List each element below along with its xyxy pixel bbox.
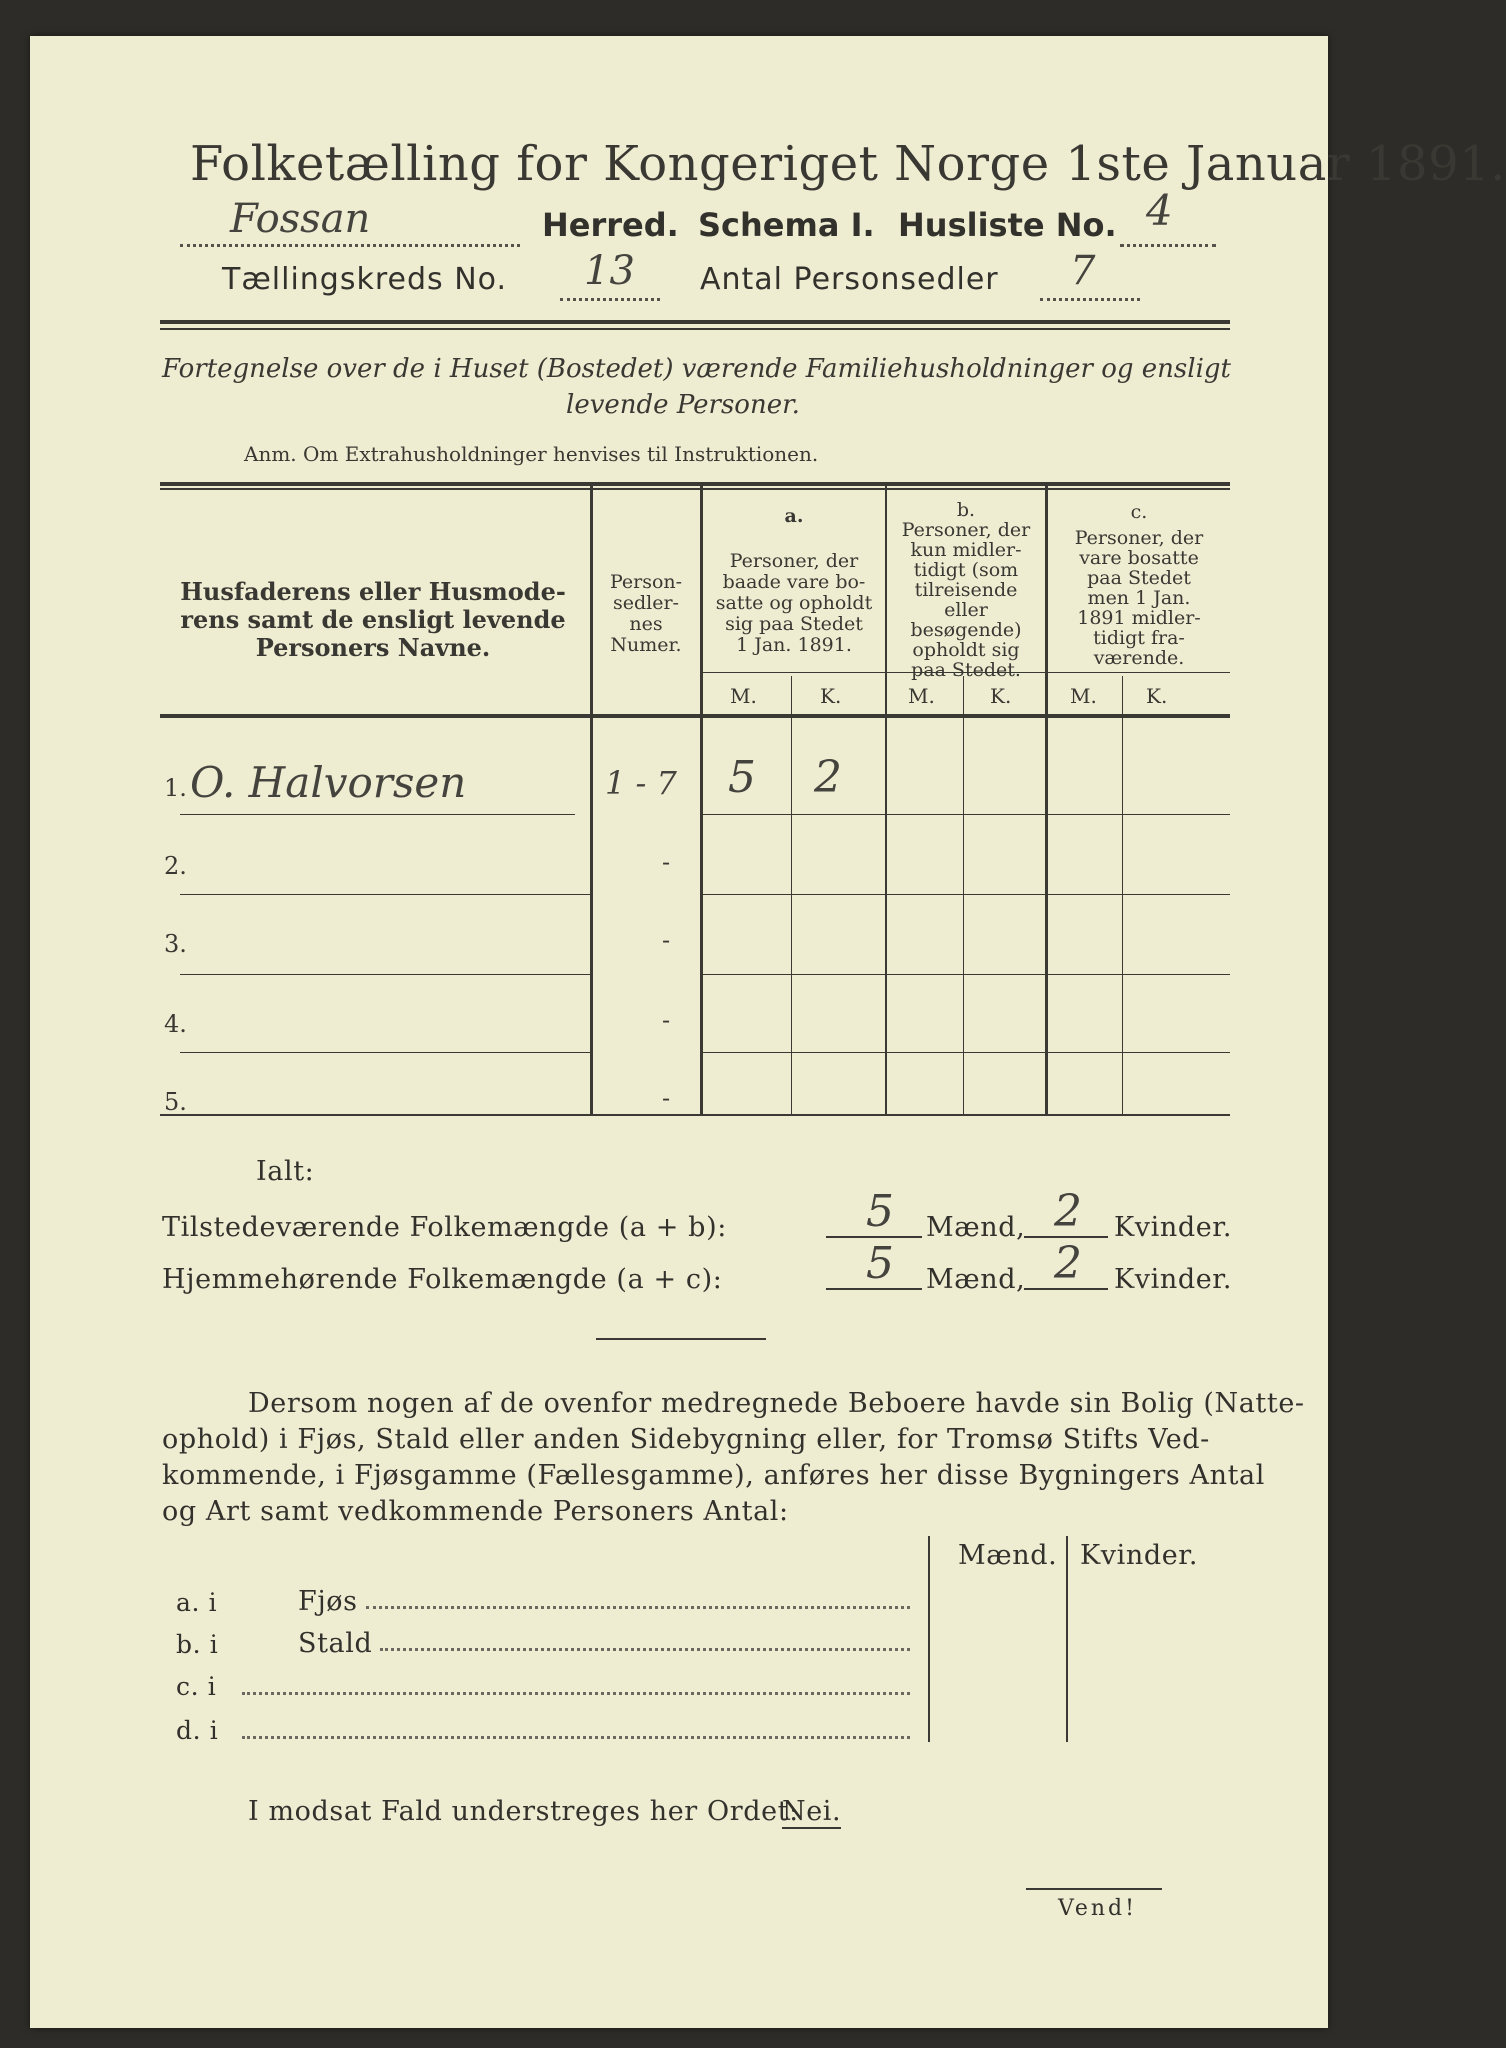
row-num: 1 - 7 xyxy=(605,764,677,802)
table-top-rule-2 xyxy=(160,488,1230,490)
intro-line-1: Fortegnelse over de i Huset (Bostedet) værende Familiehusholdninger og ensligt xyxy=(162,354,1231,384)
herred-field xyxy=(180,196,520,251)
hjem-kvinder-word: Kvinder. xyxy=(1114,1264,1233,1295)
row-num: - xyxy=(662,926,671,954)
row-line xyxy=(703,974,1230,975)
row-num: - xyxy=(662,848,671,876)
vline-b-mk xyxy=(963,676,964,1116)
vline-c-mk xyxy=(1122,676,1123,1116)
vend-label: Vend! xyxy=(1058,1896,1137,1921)
anm-note: Anm. Om Extrahusholdninger henvises til Instruktionen. xyxy=(244,442,819,466)
hjem-maend-word: Mænd, xyxy=(926,1264,1026,1295)
hjem-kvinder-value: 2 xyxy=(1054,1238,1082,1289)
header-col-a: a. Personer, der baade vare bo- satte og opholdt sig paa Stedet 1 Jan. 1891. xyxy=(715,505,873,656)
row-line xyxy=(703,1052,1230,1053)
husliste-label: Husliste No. xyxy=(898,206,1117,244)
a-m-label: M. xyxy=(730,684,757,708)
bolig-line-3: kommende, i Fjøsgamme (Fællesgamme), anføres her disse Bygningers Antal xyxy=(162,1460,1265,1491)
table-bottom-rule xyxy=(160,1114,1230,1116)
row-line xyxy=(180,814,575,815)
intro-line-2: levende Personer. xyxy=(566,390,800,420)
census-form-page: Folketælling for Kongeriget Norge 1ste Januar 1891. Fossan Herred. Schema I. Husliste No. 4 Tællingskreds No. 13 Antal Personsedler 7 Fortegnelse over de i Huset (Bostedet) værende Familiehusholdninger og ensligt levende Personer. Anm. Om Extrahusholdninger henvises til Instruktionen. Husfaderens eller Husmode- rens samt de ensligt levende Personers Navne. Person- sedler- nes Numer. a. Personer, der baade vare bo- satte og opholdt sig paa Stedet 1 Jan. 1891. b. Personer, der kun midler- tidigt (som tilreisende eller besøgende) opholdt sig paa Stedet. c. Personer, der vare bosatte paa Stedet men 1 Jan. 1891 midler- tidigt fra- værende. M. K. M. K. M. K. 1. O. Halvorsen 1 - 7 5 2 2. - 3. - 4. - 5. - Ialt: Tilstedeværende Folkemængde (a + b): 5 Mænd, 2 Kvinder. Hjemmehørende Folkemængde (a + c): 5 Mænd, 2 Kvinder. Dersom nogen af de ovenfor medregnede Beboere havde sin Bolig (Natte- ophold) i Fjøs, Stald eller anden Sidebygning eller, for Tromsø Stifts Ved- kommende, i Fjøsgamme (Fællesgamme), anføres her disse Bygningers Antal og Art samt vedkommende Personers Antal: Mænd. Kvinder. a. i Fjøs b. i Stald c. i d. i I modsat Fald understreges her Ordet: Nei. Vend! xyxy=(30,36,1328,2028)
b-m-label: M. xyxy=(908,684,935,708)
row-num: - xyxy=(662,1006,671,1034)
herred-label: Herred. xyxy=(542,206,679,244)
tilst-maend-word: Mænd, xyxy=(926,1212,1026,1243)
row-num: - xyxy=(662,1084,671,1112)
hjemmehorende-label: Hjemmehørende Folkemængde (a + c): xyxy=(162,1264,723,1295)
row-line xyxy=(180,1052,590,1053)
tilst-maend-value: 5 xyxy=(866,1186,894,1237)
header-names: Husfaderens eller Husmode- rens samt de ensligt levende Personers Navne. xyxy=(180,577,566,662)
vend-rule xyxy=(1026,1888,1162,1890)
tilst-kvinder-word: Kvinder. xyxy=(1114,1212,1233,1243)
antal-label: Antal Personsedler xyxy=(700,262,999,297)
table-header-rule xyxy=(160,714,1230,718)
row-name: O. Halvorsen xyxy=(190,758,467,807)
b-k-label: K. xyxy=(990,684,1012,708)
header-rule-thin xyxy=(160,328,1230,330)
bolig-vline-2 xyxy=(1066,1536,1068,1742)
hjem-maend-value: 5 xyxy=(866,1238,894,1289)
modsat-text: I modsat Fald understreges her Ordet: xyxy=(248,1796,799,1827)
bolig-line-2: ophold) i Fjøs, Stald eller anden Sidebygning eller, for Tromsø Stifts Ved- xyxy=(162,1424,1210,1455)
antal-value: 7 xyxy=(1070,248,1096,294)
husliste-field xyxy=(1120,186,1216,251)
bolig-vline-1 xyxy=(928,1536,930,1742)
c-k-label: K. xyxy=(1146,684,1168,708)
header-col-b: b. Personer, der kun midler- tidigt (som tilreisende eller besøgende) opholdt sig paa Stedet. xyxy=(901,499,1031,681)
tilst-kvinder-value: 2 xyxy=(1054,1186,1082,1237)
c-m-label: M. xyxy=(1070,684,1097,708)
bolig-col-kvinder: Kvinder. xyxy=(1080,1540,1199,1571)
row-line xyxy=(180,974,590,975)
row-a-k: 2 xyxy=(814,752,842,803)
herred-value: Fossan xyxy=(230,196,371,242)
table-top-rule xyxy=(160,482,1230,486)
bolig-col-maend: Mænd. xyxy=(958,1540,1058,1571)
row-a-m: 5 xyxy=(728,752,756,803)
ialt-label: Ialt: xyxy=(256,1156,315,1187)
form-title: Folketælling for Kongeriget Norge 1ste Januar 1891. xyxy=(190,136,1506,192)
row-line xyxy=(703,894,1230,895)
header-col-c: c. Personer, der vare bosatte paa Stedet men 1 Jan. 1891 midler- tidigt fra- værende. xyxy=(1074,501,1204,669)
header-person-num: Person- sedler- nes Numer. xyxy=(609,571,683,656)
header-rule-thick xyxy=(160,320,1230,324)
a-k-label: K. xyxy=(820,684,842,708)
nei-word: Nei. xyxy=(782,1796,842,1827)
taellingskreds-field xyxy=(560,248,660,305)
row-line xyxy=(180,894,590,895)
husliste-value: 4 xyxy=(1146,186,1173,235)
bolig-line-1: Dersom nogen af de ovenfor medregnede Beboere havde sin Bolig (Natte- xyxy=(248,1388,1305,1419)
antal-field xyxy=(1040,248,1140,305)
vline-a-mk xyxy=(791,676,792,1116)
taellingskreds-label: Tællingskreds No. xyxy=(222,262,507,297)
schema-label: Schema I. xyxy=(698,206,875,244)
section-divider xyxy=(596,1338,766,1340)
taellingskreds-value: 13 xyxy=(584,248,635,294)
row-line xyxy=(703,814,1230,815)
tilstedevaerende-label: Tilstedeværende Folkemængde (a + b): xyxy=(162,1212,727,1243)
bolig-line-4: og Art samt vedkommende Personers Antal: xyxy=(162,1496,789,1527)
